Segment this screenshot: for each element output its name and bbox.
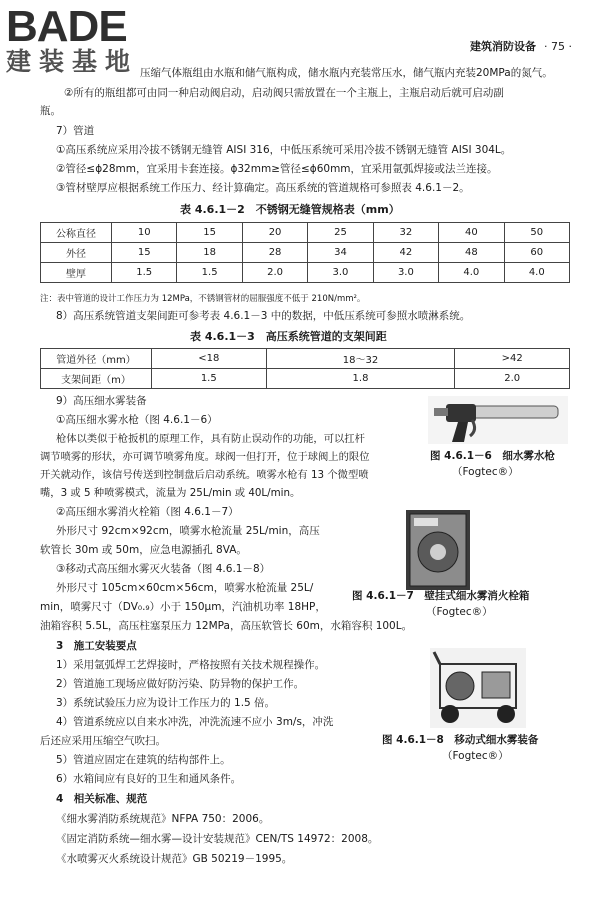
intro-line-1: 压缩气体瓶组由水瓶和储气瓶构成，储水瓶内充装常压水，储气瓶内充装20MPa的氮气。: [140, 67, 553, 79]
standard-1: 《细水雾消防系统规范》NFPA 750：2006。: [56, 813, 270, 825]
table-cell: 4.0: [504, 263, 569, 283]
equip-heading: 9）高压细水雾装备: [56, 395, 147, 407]
table-cell: 40: [439, 223, 504, 243]
gun-title: ①高压细水雾水枪（图 4.6.1－6）: [56, 414, 218, 426]
table-cell: 10: [112, 223, 177, 243]
hydrant-line-2: 软管长 30m 或 50m，应急电源插孔 8VA。: [40, 544, 247, 556]
mobile-line-1: 外形尺寸 105cm×60cm×56cm，喷雾水枪流量 25L/: [56, 582, 314, 594]
figure-6-source: （Fogtec®）: [452, 466, 519, 478]
table2-caption: 表 4.6.1－3 高压系统管道的支架间距: [190, 330, 387, 343]
table-cell: 4.0: [439, 263, 504, 283]
table-row: [41, 243, 570, 263]
spray-gun-image: [428, 396, 568, 444]
table-cell: 15: [112, 243, 177, 263]
table-cell: 34: [308, 243, 373, 263]
support-para: 8）高压系统管道支架间距可参考表 4.6.1－3 中的数据，中低压系统可参照水喷淋系统。: [56, 310, 471, 322]
row-label: 壁厚: [41, 263, 112, 283]
gun-line-4: 嘴，3 或 5 种喷雾模式，流量为 25L/min 或 40L/min。: [40, 487, 301, 499]
figure-8-source: （Fogtec®）: [442, 750, 509, 762]
gun-line-2: 调节喷雾的形状，亦可调节喷雾角度。球阀一但打开，位于球阀上的限位: [40, 451, 370, 463]
logo-wordmark: BADE: [6, 2, 127, 51]
table-cell: 15: [177, 223, 242, 243]
intro-line-2: ②所有的瓶组都可由同一种启动阀启动，启动阀只需放置在一个主瓶上，主瓶启动后就可启动副: [64, 87, 504, 99]
table-cell: 1.8: [266, 369, 455, 389]
row-label: 公称直径: [41, 223, 112, 243]
table-cell: 18～32: [266, 349, 455, 369]
install-item-5: 5）管道应固定在建筑的结构部件上。: [56, 754, 231, 766]
running-head: [470, 38, 572, 54]
gun-line-1: 枪体以类似于枪扳机的原理工作，具有防止误动作的功能，可以扛杆: [56, 433, 365, 445]
install-item-4a: 4）管道系统应以自来水冲洗，冲洗流速不应小 3m/s，冲洗: [56, 716, 334, 728]
row-label: 支架间距（m）: [41, 369, 152, 389]
gun-line-3: 开关就动作，该信号传送到控制盘后启动系统。喷雾水枪有 13 个微型喷: [40, 469, 369, 481]
table-cell: 1.5: [112, 263, 177, 283]
logo-cn-text: 建装基地: [6, 47, 139, 76]
support-spacing-table: [40, 348, 570, 389]
row-label: 管道外径（mm）: [41, 349, 152, 369]
standards-heading: 4 相关标准、规范: [56, 793, 148, 805]
mobile-line-2: min，喷雾尺寸（DV₀.₉）小于 150μm，汽油机功率 18HP，: [40, 601, 326, 613]
brand-logo: [6, 4, 138, 76]
install-item-6: 6）水箱间应有良好的卫生和通风条件。: [56, 773, 242, 785]
hydrant-line-1: 外形尺寸 92cm×92cm，喷雾水枪流量 25L/min，高压: [56, 525, 320, 537]
mobile-title: ③移动式高压细水雾灭火装备（图 4.6.1－8）: [56, 563, 271, 575]
pipe-para-3: ③管材壁厚应根据系统工作压力、经计算确定。高压系统的管道规格可参照表 4.6.1－2。: [56, 182, 470, 194]
mobile-line-3: 油箱容积 5.5L，高压柱塞泵压力 12MPa，高压软管长 60m，水箱容积 100L。: [40, 620, 413, 632]
standard-3: 《水喷雾灭火系统设计规范》GB 50219－1995。: [56, 853, 293, 865]
row-label: 外径: [41, 243, 112, 263]
install-item-1: 1）采用氩弧焊工艺焊接时，严格按照有关技术规程操作。: [56, 659, 326, 671]
page-number: · 75 ·: [544, 40, 572, 53]
table-cell: 2.0: [242, 263, 307, 283]
figure-8-caption: 图 4.6.1－8 移动式细水雾装备: [382, 734, 539, 746]
table-cell: 2.0: [455, 369, 570, 389]
table-cell: <18: [152, 349, 267, 369]
install-item-4b: 后还应采用压缩空气吹扫。: [40, 735, 166, 747]
section-title: 建筑消防设备: [470, 40, 537, 53]
table-row: [41, 369, 570, 389]
pipe-heading: 7）管道: [56, 125, 95, 137]
table-cell: 48: [439, 243, 504, 263]
table-cell: 28: [242, 243, 307, 263]
standard-2: 《固定消防系统—细水雾—设计安装规范》CEN/TS 14972：2008。: [56, 833, 379, 845]
pipe-para-1: ①高压系统应采用冷拔不锈钢无缝管 AISI 316，中低压系统可采用冷拔不锈钢无缝管 AISI 304L。: [56, 144, 512, 156]
intro-line-3: 瓶。: [40, 105, 61, 117]
table-cell: 1.5: [152, 369, 267, 389]
hydrant-cabinet-image: [406, 510, 470, 590]
mobile-unit-image: [430, 648, 526, 728]
table-row: [41, 223, 570, 243]
table-cell: 3.0: [308, 263, 373, 283]
table-cell: 1.5: [177, 263, 242, 283]
table-cell: 20: [242, 223, 307, 243]
table-cell: 25: [308, 223, 373, 243]
table1-caption: 表 4.6.1－2 不锈钢无缝管规格表（mm）: [180, 203, 400, 216]
pipe-para-2: ②管径≤ϕ28mm，宜采用卡套连接。ϕ32mm≥管径≤ϕ60mm，宜采用氩弧焊接或法兰连接。: [56, 163, 498, 175]
table-row: [41, 263, 570, 283]
table-row: [41, 349, 570, 369]
install-item-2: 2）管道施工现场应做好防污染、防异物的保护工作。: [56, 678, 305, 690]
table-cell: 42: [373, 243, 438, 263]
figure-6-caption: 图 4.6.1－6 细水雾水枪: [430, 450, 555, 462]
install-heading: 3 施工安装要点: [56, 640, 137, 652]
table-cell: >42: [455, 349, 570, 369]
table-cell: 60: [504, 243, 569, 263]
install-item-3: 3）系统试验压力应为设计工作压力的 1.5 倍。: [56, 697, 276, 709]
table-cell: 32: [373, 223, 438, 243]
table-cell: 50: [504, 223, 569, 243]
pipe-spec-table: [40, 222, 570, 283]
table1-note: 注：表中管道的设计工作压力为 12MPa，不锈钢管材的屈服强度不低于 210N/mm²。: [40, 294, 366, 304]
table-cell: 3.0: [373, 263, 438, 283]
hydrant-title: ②高压细水雾消火栓箱（图 4.6.1－7）: [56, 506, 239, 518]
figure-7-caption: 图 4.6.1－7 壁挂式细水雾消火栓箱: [352, 590, 530, 602]
table-cell: 18: [177, 243, 242, 263]
figure-7-source: （Fogtec®）: [426, 606, 493, 618]
